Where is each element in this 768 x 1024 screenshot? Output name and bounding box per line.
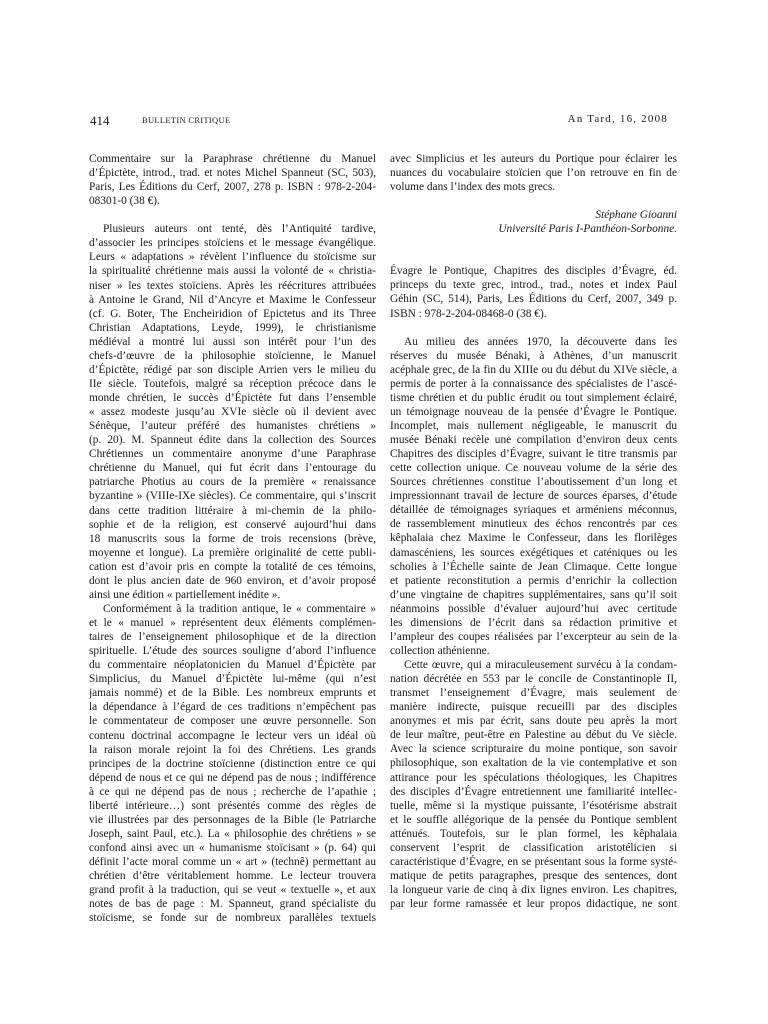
text-line: musée Bénaki recèle une compilation d’environ deux cents — [390, 434, 677, 446]
text-line: philosophique, son exaltation de la vie contemplative et son — [390, 757, 677, 770]
text-line: confond ainsi avec un « humanisme stoïcisant » (p. 64) qui — [89, 842, 376, 854]
text-line: médiéval a montré lui aussi son intérêt pour l’un des — [89, 335, 376, 348]
text-line: grand profit à la traduction, qui se veut « textuelle », et aux — [89, 884, 376, 897]
text-line: patriarche Photius au cours de la première « renaissance — [89, 476, 376, 489]
text-line: impressionnant travail de lecture de sources éparses, d’étude — [390, 490, 677, 503]
bibliographic-entry-line: Paris, Les Éditions du Cerf, 2007, 278 p. ISBN : 978-2-204- — [89, 181, 376, 194]
text-line: nation décrétée en 553 par le concile de Constantinople II, — [390, 673, 677, 686]
text-line: tisme chrétien et du public érudit ou tout simplement éclairé, — [390, 391, 677, 404]
page-number: 414 — [90, 113, 110, 128]
text-line: transmet l’enseignement d’Évagre, mais seulement de — [390, 687, 677, 700]
reviewer-affiliation: Université Paris I-Panthéon-Sorbonne. — [498, 223, 677, 236]
text-line: avec Simplicius et les auteurs du Portique pour éclairer les — [390, 153, 677, 165]
text-line: Christian Adaptations, Leyde, 1999), le christianisme — [89, 321, 376, 334]
text-line: de rassemblement minutieux des échos rencontrés par ces — [390, 518, 677, 531]
text-line: kêphalaia chez Maxime le Confesseur, dans les florilèges — [390, 532, 677, 545]
text-line: de leur maître, peut-être en Palestine au début du Ve siècle. — [390, 729, 677, 742]
bibliographic-entry-line: Évagre le Pontique, Chapitres des disciples d’Évagre, éd. — [390, 265, 677, 278]
journal-reference: An Tard, 16, 2008 — [567, 113, 668, 125]
text-line: sophie et de la religion, est conservé aujourd’hui dans — [89, 518, 376, 531]
text-line: liberté intérieure…) sont présentés comme des règles de — [89, 799, 376, 812]
text-line: permis de porter à la connaissance des spécialistes de l’ascé- — [390, 377, 677, 390]
text-line: réserves du musée Bénaki, à Athènes, d’un manuscrit — [390, 349, 677, 362]
text-line: un témoignage nouveau de la pensée d’Évagre le Pontique. — [390, 405, 677, 418]
text-line: Conformément à la tradition antique, le « commentaire » — [103, 602, 376, 615]
text-line: nuances du vocabulaire stoïcien que l’on retrouve en fin de — [390, 167, 677, 180]
blank-line — [390, 194, 677, 208]
text-line: stoïcisme, se fonde sur de nombreux parallèles textuels — [89, 912, 376, 925]
text-line: attirance pour les spéculations théologiques, les Chapitres — [390, 771, 677, 784]
bibliographic-entry-line: ISBN : 978-2-204-08468-0 (38 €). — [390, 307, 547, 320]
text-line: atténués. Toutefois, sur le plan formel, les kêphalaia — [390, 827, 677, 840]
text-line: chrétien d’être véritablement homme. Le lecteur trouvera — [89, 870, 376, 883]
text-line: 18 manuscrits sous la forme de trois recensions (brève, — [89, 532, 376, 545]
left-column — [89, 152, 376, 925]
text-line: vie illustrées par des personnages de la Bible (le Patriarche — [89, 813, 376, 826]
text-line: Au milieu des années 1970, la découverte dans les — [404, 335, 677, 348]
text-line: « assez modeste jusqu’au XVIe siècle où il devient avec — [89, 406, 376, 419]
text-line: Simplicius, du Manuel d’Épictète lui-même (qui n’est — [89, 673, 376, 686]
text-line: des disciples d’Évagre entretiennent une familiarité intellec- — [390, 785, 677, 798]
blank-line — [390, 321, 677, 335]
text-line: d’une vingtaine de chapitres supplémentaires, sans qu’il soit — [390, 588, 677, 601]
text-line: d’associer les principes stoïciens et le message évangélique. — [89, 237, 376, 250]
text-line: détaillée de témoignages syriaques et arméniens méconnus, — [390, 504, 677, 517]
text-line: Avec la science scripturaire du moine pontique, son savoir — [390, 743, 677, 756]
text-line: la dépendance à l’égard de ces traditions n’empêchent pas — [89, 701, 376, 714]
text-line: Leurs « adaptations » révèlent l’influence du stoïcisme sur — [89, 251, 376, 264]
right-column — [390, 152, 677, 911]
text-line: volume dans l’index des mots grecs. — [390, 181, 556, 194]
text-line: jamais nommé) et de la Bible. Les nombreux emprunts et — [89, 687, 376, 700]
text-line: Chrétiennes un commentaire anonyme d’une Paraphrase — [89, 448, 376, 461]
text-line: conservent l’esprit de classification aristotélicien si — [390, 841, 677, 854]
text-line: du commentaire néoplatonicien du Manuel d’Épictète par — [89, 659, 376, 672]
text-line: niser » les textes stoïciens. Après les réécritures attribuées — [89, 279, 376, 292]
bibliographic-entry-line: princeps du texte grec, introd., trad., notes et index Paul — [390, 279, 677, 292]
text-line: anonymes et mis par écrit, sans doute peu après la mort — [390, 715, 677, 728]
text-line: damascéniens, les sources exégétiques et caténiques ou les — [390, 546, 677, 559]
text-line: Sénèque, l’auteur préféré des humanistes chrétiens » — [89, 420, 376, 433]
text-line: dépend de nous et ce qui ne dépend pas de nous ; indifférence — [89, 771, 376, 784]
text-line: à ce qui ne dépend pas de nous ; recherche de l’apathie ; — [89, 785, 376, 798]
text-line: manière indirecte, puisque recueilli par des disciples — [390, 701, 677, 714]
text-line: chrétienne du Manuel, qui fut écrit dans l’entourage du — [89, 462, 376, 475]
text-line: caractéristique d’Évagre, en se présentant sous la forme systé- — [390, 855, 677, 868]
text-line: byzantine » (VIIIe-IXe siècles). Ce commentaire, qui s’inscrit — [89, 490, 376, 503]
bibliographic-entry-line: 08301-0 (38 €). — [89, 195, 160, 208]
text-line: à Antoine le Grand, Nil d’Ancyre et Maxime le Confesseur — [89, 293, 376, 306]
bibliographic-entry-line: Commentaire sur la Paraphrase chrétienne du Manuel — [89, 153, 376, 165]
text-line: (cf. G. Boter, The Encheiridion of Epictetus and its Three — [89, 307, 376, 320]
text-line: la spiritualité chrétienne mais aussi la volonté de « christia- — [89, 265, 376, 278]
text-line: tuelle, même si la mystique puissante, l’ésotérisme abstrait — [390, 799, 677, 812]
text-line: collection athénienne. — [390, 644, 490, 657]
text-line: par leur forme ramassée et leur propos didactique, ne sont — [390, 898, 677, 911]
text-line: chefs-d’œuvre de la philosophie stoïcienne, le Manuel — [89, 349, 376, 362]
text-line: d’Épictète, rédigé par son disciple Arrien vers le milieu du — [89, 363, 376, 376]
text-line: le commentateur de composer une œuvre personnelle. Son — [89, 715, 376, 728]
blank-line — [89, 208, 376, 222]
text-line: Cette œuvre, qui a miraculeusement survécu à la condam- — [404, 659, 677, 671]
text-line: scholies à l’Échelle sainte de Jean Climaque. Cette longue — [390, 560, 677, 573]
text-line: définit l’acte moral comme un « art » (technê) permettant au — [89, 856, 376, 869]
reviewer-name: Stéphane Gioanni — [595, 209, 677, 222]
text-line: contenu doctrinal accompagne le lecteur vers un idéal où — [89, 729, 376, 742]
text-line: la raison morale rejoint la foi des Chrétiens. Les grands — [89, 743, 376, 756]
text-line: IIe siècle. Toutefois, malgré sa réception précoce dans le — [89, 377, 376, 390]
text-line: notes de bas de page : M. Spanneut, grand spécialiste du — [89, 898, 376, 911]
text-line: spirituelle. L’étude des sources souligne d’abord l’influence — [89, 645, 376, 658]
text-line: principes de la doctrine stoïcienne (distinction entre ce qui — [89, 757, 376, 770]
text-line: acéphale grec, de la fin du XIIIe ou du début du XIVe siècle, a — [390, 363, 677, 376]
text-line: cation est d’avoir pris en compte la totalité de ces témoins, — [89, 560, 376, 573]
text-line: néanmoins possible d’évaluer aujourd’hui avec certitude — [390, 602, 677, 615]
text-line: Joseph, saint Paul, etc.). La « philosophie des chrétiens » se — [89, 827, 376, 840]
text-line: matique de petits paragraphes, presque des sentences, dont — [390, 869, 677, 882]
text-line: Sources chrétiennes constitue l’aboutissement d’un long et — [390, 476, 677, 489]
bibliographic-entry-line: d’Épictète, introd., trad. et notes Michel Spanneut (SC, 503), — [89, 167, 376, 180]
page-header — [90, 113, 668, 129]
text-line: la longueur varie de cinq à dix lignes environ. Les chapitres, — [390, 884, 677, 896]
text-line: et le souffle allégorique de la pensée du Pontique semblent — [390, 813, 677, 826]
text-line: les dimensions de l’écrit dans sa rédaction primitive et — [390, 616, 677, 629]
text-line: Chapitres des disciples d’Évagre, suivant le titre transmis par — [390, 448, 677, 461]
text-line: Plusieurs auteurs ont tenté, dès l’Antiquité tardive, — [103, 223, 376, 236]
running-title: BULLETIN CRITIQUE — [142, 115, 231, 125]
text-line: dont le plus ancien date de 960 environ, et d’avoir proposé — [89, 574, 376, 587]
text-line: et le « manuel » représentent deux éléments complémen- — [89, 617, 376, 629]
text-line: Incomplet, mais nullement négligeable, le manuscrit du — [390, 419, 677, 432]
text-line: (p. 20). M. Spanneut édite dans la collection des Sources — [89, 434, 376, 447]
text-line: moyenne et longue). La première originalité de cette publi- — [89, 546, 376, 559]
blank-line — [390, 236, 677, 250]
text-line: et patiente reconstitution a permis d’enrichir la collection — [390, 574, 677, 587]
text-line: ainsi une édition « partiellement inédite ». — [89, 588, 281, 601]
bibliographic-entry-line: Géhin (SC, 514), Paris, Les Éditions du Cerf, 2007, 349 p. — [390, 293, 677, 306]
blank-line — [390, 250, 677, 264]
text-line: monde chrétien, le succès d’Épictète fut dans l’ensemble — [89, 392, 376, 404]
text-line: cette collection unique. Ce nouveau volume de la série des — [390, 462, 677, 475]
text-line: taires de l’enseignement philosophique et de la direction — [89, 631, 376, 644]
text-line: l’ampleur des coupes réalisées par l’excerpteur au sein de la — [390, 630, 677, 643]
text-line: dans cette tradition littéraire à mi-chemin de la philo- — [89, 504, 376, 517]
